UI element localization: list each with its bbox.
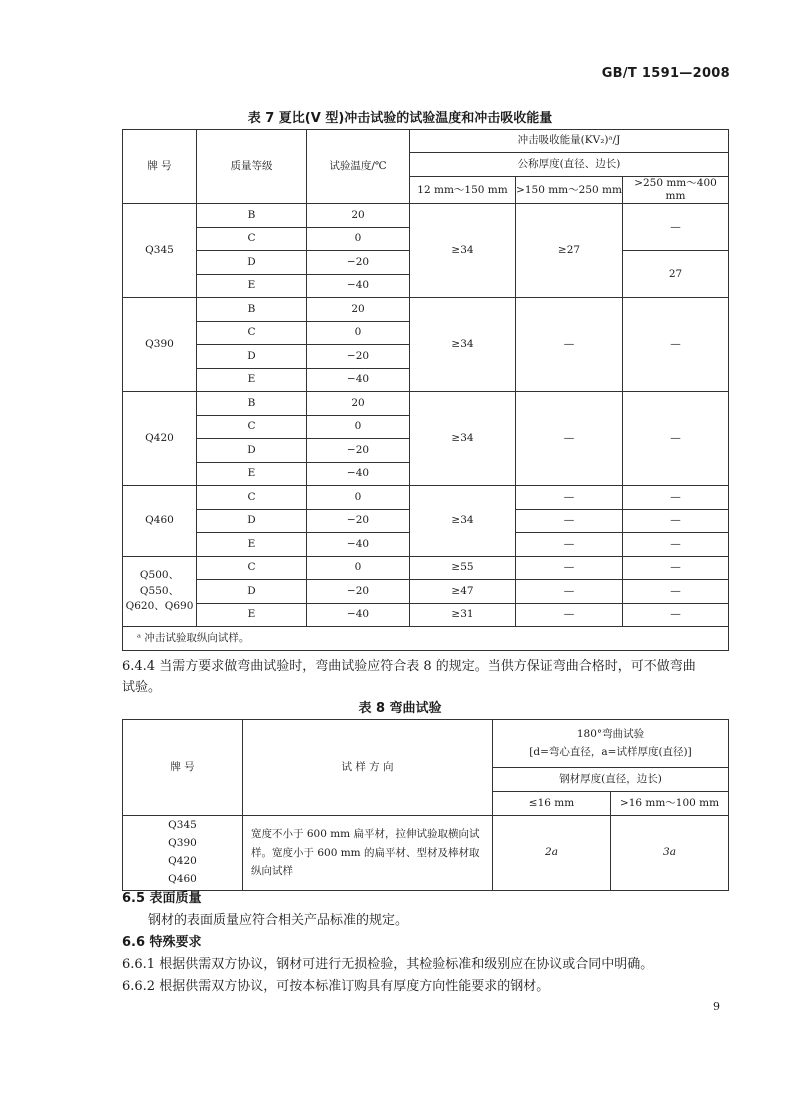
- quality-cell: D: [197, 345, 307, 369]
- energy-r1-cell: ≥34: [410, 392, 516, 486]
- temp-cell: 20: [307, 204, 410, 228]
- header-range-3: >250 mm～400 mm: [623, 177, 729, 204]
- quality-cell: C: [197, 227, 307, 251]
- temp-cell: 0: [307, 556, 410, 580]
- quality-cell: D: [197, 580, 307, 604]
- para-6-5: 钢材的表面质量应符合相关产品标准的规定。: [148, 913, 409, 928]
- temp-cell: 20: [307, 298, 410, 322]
- bend-value-t2: 3a: [611, 816, 729, 891]
- quality-cell: C: [197, 556, 307, 580]
- grade-item: Q460: [168, 872, 197, 885]
- energy-r2-cell: —: [516, 298, 623, 392]
- header-t1: ≤16 mm: [493, 792, 611, 816]
- energy-r1-cell: ≥47: [410, 580, 516, 604]
- quality-cell: C: [197, 415, 307, 439]
- temp-cell: 0: [307, 321, 410, 345]
- energy-r3-cell: —: [623, 392, 729, 486]
- temp-cell: 0: [307, 227, 410, 251]
- direction-cell: 宽度不小于 600 mm 扁平材，拉伸试验取横向试样。宽度小于 600 mm 的扁平材、型材及棒材取纵向试样: [243, 816, 493, 891]
- quality-cell: B: [197, 298, 307, 322]
- energy-r2-cell: —: [516, 556, 623, 580]
- energy-r1-cell: ≥34: [410, 486, 516, 557]
- header-bend-line: [d=弯心直径，a=试样厚度(直径)]: [529, 745, 692, 758]
- heading-6-5: 6.5 表面质量: [122, 891, 202, 906]
- header-thickness: 公称厚度(直径、边长): [410, 153, 729, 177]
- para-6-6-1: 6.6.1 根据供需双方协议，钢材可进行无损检验，其检验标准和级别应在协议或合同中明确。: [122, 957, 654, 972]
- energy-r2-cell: ≥27: [516, 204, 623, 298]
- temp-cell: −40: [307, 603, 410, 627]
- grade-cell: Q460: [123, 486, 197, 557]
- page-number: 9: [713, 1000, 720, 1013]
- quality-cell: C: [197, 486, 307, 510]
- impact-table: [122, 129, 729, 651]
- energy-r3-cell: —: [623, 486, 729, 510]
- table7-footnote: ᵃ 冲击试验取纵向试样。: [123, 627, 729, 651]
- energy-r2-cell: —: [516, 509, 623, 533]
- energy-r3-cell: 27: [623, 251, 729, 298]
- quality-cell: E: [197, 462, 307, 486]
- temp-cell: −20: [307, 580, 410, 604]
- quality-cell: B: [197, 204, 307, 228]
- quality-cell: D: [197, 439, 307, 463]
- quality-cell: E: [197, 603, 307, 627]
- grade-cell: Q390: [123, 298, 197, 392]
- heading-6-6: 6.6 特殊要求: [122, 935, 202, 950]
- temp-cell: −20: [307, 251, 410, 275]
- para-6-4-4: [122, 656, 732, 698]
- header-energy: 冲击吸收能量(KV₂)ᵃ/J: [410, 130, 729, 153]
- header-direction: 试 样 方 向: [243, 720, 493, 816]
- energy-r3-cell: —: [623, 556, 729, 580]
- standard-code: GB/T 1591—2008: [601, 66, 730, 81]
- temp-cell: −20: [307, 345, 410, 369]
- header-bend-line: 180°弯曲试验: [576, 727, 645, 740]
- energy-r2-cell: —: [516, 392, 623, 486]
- header-bend: [493, 720, 729, 768]
- temp-cell: −20: [307, 509, 410, 533]
- header-quality: 质量等级: [197, 130, 307, 204]
- temp-cell: −40: [307, 533, 410, 557]
- grade-cell: Q345: [123, 204, 197, 298]
- temp-cell: 0: [307, 415, 410, 439]
- quality-cell: B: [197, 392, 307, 416]
- grade-cell: Q420: [123, 392, 197, 486]
- quality-cell: E: [197, 368, 307, 392]
- quality-cell: E: [197, 533, 307, 557]
- energy-r1-cell: ≥34: [410, 204, 516, 298]
- energy-r1-cell: ≥34: [410, 298, 516, 392]
- bend-value-t1: 2a: [493, 816, 611, 891]
- energy-r2-cell: —: [516, 603, 623, 627]
- quality-cell: D: [197, 509, 307, 533]
- para-line: 试验。: [122, 680, 162, 695]
- para-line: 6.4.4 当需方要求做弯曲试验时，弯曲试验应符合表 8 的规定。当供方保证弯曲合格时，可不做弯曲: [122, 659, 696, 674]
- grade-cell: [123, 556, 197, 627]
- energy-r2-cell: —: [516, 580, 623, 604]
- energy-r2-cell: —: [516, 486, 623, 510]
- header-range-2: >150 mm～250 mm: [516, 177, 623, 204]
- grade-line: Q620、Q690: [125, 600, 194, 613]
- quality-cell: D: [197, 251, 307, 275]
- energy-r3-cell: —: [623, 580, 729, 604]
- quality-cell: C: [197, 321, 307, 345]
- quality-cell: E: [197, 274, 307, 298]
- bend-test-table: [122, 719, 729, 891]
- temp-cell: 20: [307, 392, 410, 416]
- energy-r3-cell: —: [623, 603, 729, 627]
- header-grade: 牌 号: [123, 130, 197, 204]
- grade-list-cell: [123, 816, 243, 891]
- header-thickness: 钢材厚度(直径，边长): [493, 768, 729, 792]
- grade-line: Q500、Q550、: [139, 568, 180, 597]
- energy-r3-cell: —: [623, 204, 729, 251]
- temp-cell: −20: [307, 439, 410, 463]
- table7-caption: 表 7 夏比(V 型)冲击试验的试验温度和冲击吸收能量: [247, 111, 553, 126]
- header-t2: >16 mm～100 mm: [611, 792, 729, 816]
- energy-r3-cell: —: [623, 298, 729, 392]
- header-temp: 试验温度/℃: [307, 130, 410, 204]
- table8-caption: 表 8 弯曲试验: [358, 701, 442, 716]
- para-6-6-2: 6.6.2 根据供需双方协议，可按本标准订购具有厚度方向性能要求的钢材。: [122, 979, 550, 994]
- grade-item: Q420: [168, 855, 197, 867]
- temp-cell: −40: [307, 368, 410, 392]
- temp-cell: 0: [307, 486, 410, 510]
- grade-item: Q390: [168, 837, 197, 850]
- header-grade: 牌 号: [123, 720, 243, 816]
- grade-item: Q345: [168, 819, 197, 832]
- temp-cell: −40: [307, 462, 410, 486]
- energy-r2-cell: —: [516, 533, 623, 557]
- energy-r3-cell: —: [623, 533, 729, 557]
- energy-r1-cell: ≥31: [410, 603, 516, 627]
- energy-r3-cell: —: [623, 509, 729, 533]
- energy-r1-cell: ≥55: [410, 556, 516, 580]
- temp-cell: −40: [307, 274, 410, 298]
- header-range-1: 12 mm～150 mm: [410, 177, 516, 204]
